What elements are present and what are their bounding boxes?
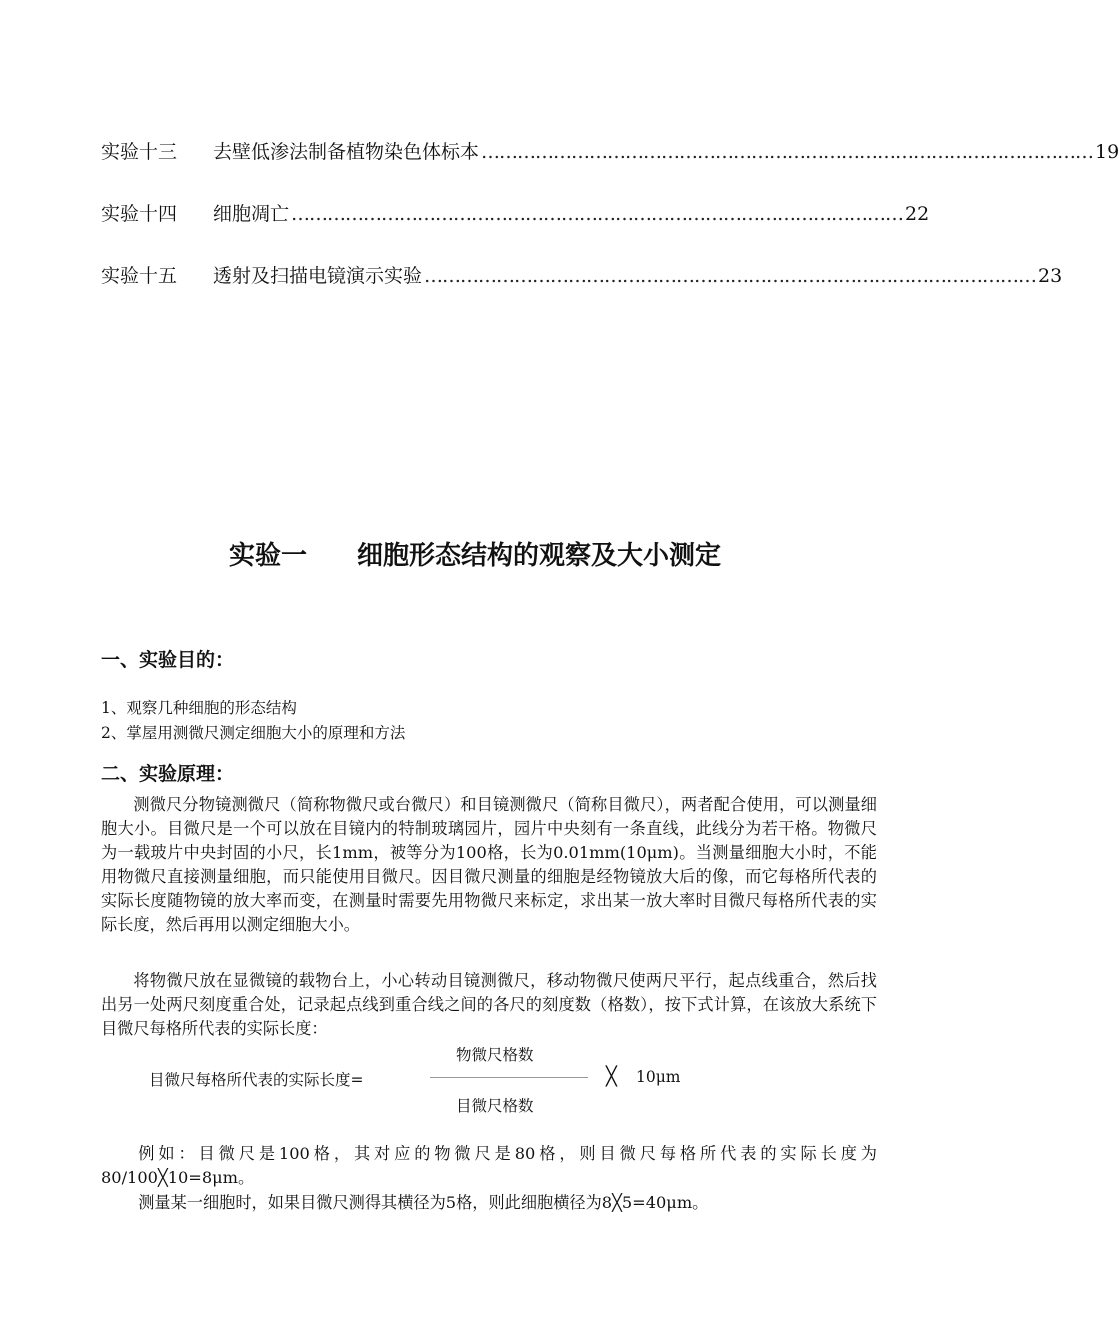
formula-unit: 10μm: [636, 1068, 681, 1086]
toc-entry[interactable]: [101, 263, 1063, 289]
example-paragraph: 测量某一细胞时，如果目微尺测得其横径为5格，则此细胞横径为8╳5=40μm。: [138, 1193, 709, 1212]
formula-denominator: 目微尺格数: [456, 1097, 534, 1115]
toc-entry-number: 实验十三: [101, 141, 178, 163]
toc-entry[interactable]: [101, 139, 1119, 165]
toc-entry-number: 实验十四: [101, 203, 178, 225]
fraction-bar: [430, 1077, 588, 1078]
toc-entry[interactable]: [101, 201, 930, 227]
chapter-title: [0, 535, 950, 572]
toc-entry-number: 实验十五: [101, 265, 178, 287]
toc-entry-page: 23: [1038, 265, 1063, 287]
principle-paragraph: 将物微尺放在显微镜的载物台上，小心转动目镜测微尺，移动物微尺使两尺平行，起点线重合，然后找出另一处两尺刻度重合处，记录起点线到重合线之间的各尺的刻度数（格数），按下式计算，在该放大系统下目微尺每格所代表的实际长度：: [101, 971, 877, 1039]
toc-leader-dots: …………………………………………………………………………………………: [424, 265, 1037, 287]
toc-entry-title: 细胞凋亡: [213, 203, 290, 225]
chapter-number: 实验一: [228, 541, 307, 571]
objective-item: 1、观察几种细胞的形态结构: [101, 699, 297, 717]
example-paragraph: 例如：目微尺是100格，其对应的物微尺是80格，则目微尺每格所代表的实际长度为80/100╳10=8μm。: [101, 1144, 877, 1188]
toc-entry-title: 透射及扫描电镜演示实验: [213, 265, 423, 287]
toc-entry-page: 19: [1095, 141, 1119, 163]
principle-paragraph: 测微尺分物镜测微尺（简称物微尺或台微尺）和目镜测微尺（简称目微尺），两者配合使用，可以测量细胞大小。目微尺是一个可以放在目镜内的特制玻璃园片，园片中央刻有一条直线，此线分为若干格。物微尺为一载玻片中央封固的小尺，长1mm，被等分为100格，长为0.01mm(10μm)。当测量细胞大小时，不能用物微尺直接测量细胞，而只能使用目微尺。因目微尺测量的细胞是经物镜放大后的像，而它每格所代表的实际长度随物镜的放大率而变，在测量时需要先用物微尺来标定，求出某一放大率时目微尺每格所代表的实际长度，然后再用以测定细胞大小。: [101, 795, 877, 935]
objective-item: 2、掌屋用测微尺测定细胞大小的原理和方法: [101, 724, 406, 742]
chapter-name: 细胞形态结构的观察及大小测定: [357, 541, 722, 571]
section-heading-objectives: 一、实验目的：: [101, 649, 235, 671]
formula-numerator: 物微尺格数: [456, 1046, 534, 1064]
section-heading-principle: 二、实验原理：: [101, 763, 235, 785]
formula-label: 目微尺每格所代表的实际长度=: [149, 1071, 364, 1089]
toc-leader-dots: …………………………………………………………………………………………: [291, 203, 904, 225]
multiply-sign: ╳: [606, 1066, 617, 1087]
toc-leader-dots: …………………………………………………………………………………………: [481, 141, 1094, 163]
toc-entry-title: 去壁低渗法制备植物染色体标本: [213, 141, 480, 163]
toc-entry-page: 22: [905, 203, 930, 225]
